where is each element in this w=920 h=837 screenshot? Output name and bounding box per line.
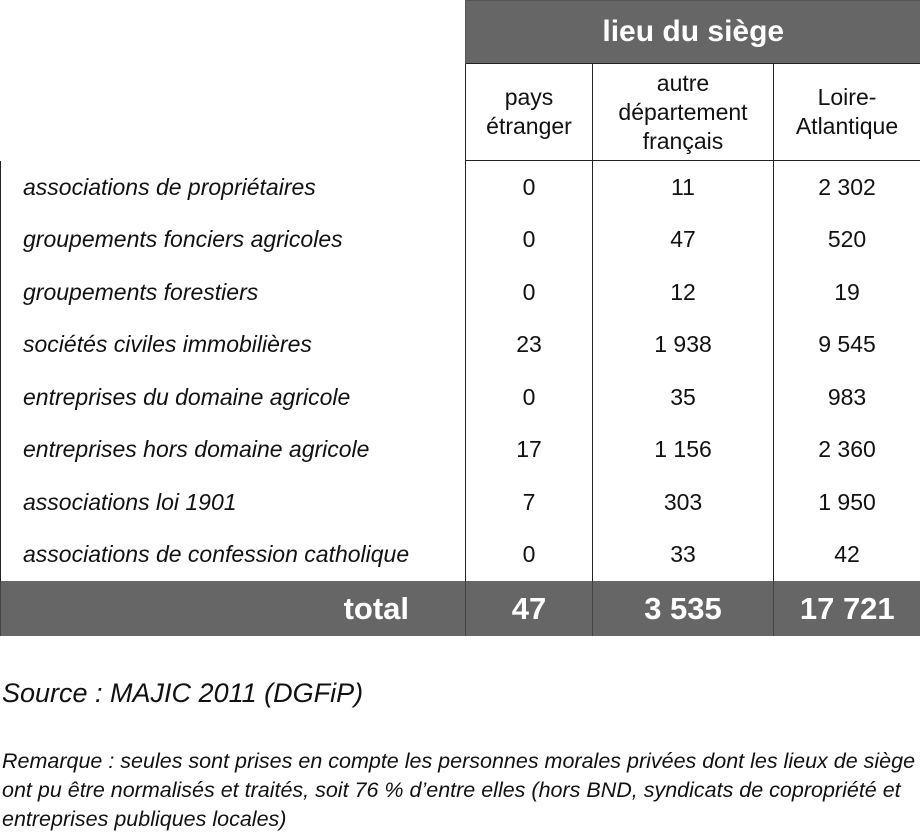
table-cell: 11	[593, 161, 774, 214]
row-label: sociétés civiles immobilières	[1, 319, 466, 372]
table-row	[1, 319, 920, 372]
table-cell: 7	[466, 476, 593, 529]
row-label: groupements fonciers agricoles	[1, 214, 466, 267]
table-cell: 42	[774, 529, 920, 582]
row-label: associations de confession catholique	[1, 529, 466, 582]
table-row	[1, 214, 920, 267]
group-header-row	[1, 1, 920, 64]
table-row	[1, 161, 920, 214]
row-label: associations de propriétaires	[1, 161, 466, 214]
table-row	[1, 529, 920, 582]
column-header: Loire- Atlantique	[774, 64, 920, 161]
empty-corner	[1, 64, 466, 161]
table-row	[1, 424, 920, 477]
row-label: groupements forestiers	[1, 266, 466, 319]
table-cell: 983	[774, 371, 920, 424]
column-header: pays étranger	[466, 64, 593, 161]
column-header-row	[1, 64, 920, 161]
table-cell: 12	[593, 266, 774, 319]
column-header: autre département français	[593, 64, 774, 161]
source-note: Source : MAJIC 2011 (DGFiP)	[2, 678, 364, 708]
total-value: 3 535	[593, 581, 774, 636]
table-cell: 35	[593, 371, 774, 424]
table-cell: 0	[466, 529, 593, 582]
table-cell: 33	[593, 529, 774, 582]
table-cell: 23	[466, 319, 593, 372]
row-label: associations loi 1901	[1, 476, 466, 529]
table-cell: 520	[774, 214, 920, 267]
total-value: 47	[466, 581, 593, 636]
group-header: lieu du siège	[466, 1, 920, 64]
table-cell: 0	[466, 266, 593, 319]
table-cell: 2 360	[774, 424, 920, 477]
table-cell: 303	[593, 476, 774, 529]
total-label: total	[1, 581, 466, 636]
table-cell: 1 156	[593, 424, 774, 477]
table-cell: 2 302	[774, 161, 920, 214]
table-cell: 17	[466, 424, 593, 477]
table-cell: 0	[466, 214, 593, 267]
table-cell: 9 545	[774, 319, 920, 372]
table-cell: 1 950	[774, 476, 920, 529]
table-cell: 0	[466, 161, 593, 214]
table-cell: 47	[593, 214, 774, 267]
empty-corner	[1, 1, 466, 64]
table-cell: 1 938	[593, 319, 774, 372]
total-value: 17 721	[774, 581, 920, 636]
table-row	[1, 476, 920, 529]
table-cell: 0	[466, 371, 593, 424]
row-label: entreprises du domaine agricole	[1, 371, 466, 424]
total-row	[1, 581, 920, 636]
row-label: entreprises hors domaine agricole	[1, 424, 466, 477]
remark-note: Remarque : seules sont prises en compte les personnes morales privées dont les lieux de siège ont pu être normalisés et traités, soit 76 % d’entre elles (hors BND, syndicats de copropriété et entreprises publiques locales)	[2, 749, 916, 831]
table-row	[1, 371, 920, 424]
table-cell: 19	[774, 266, 920, 319]
table-row	[1, 266, 920, 319]
